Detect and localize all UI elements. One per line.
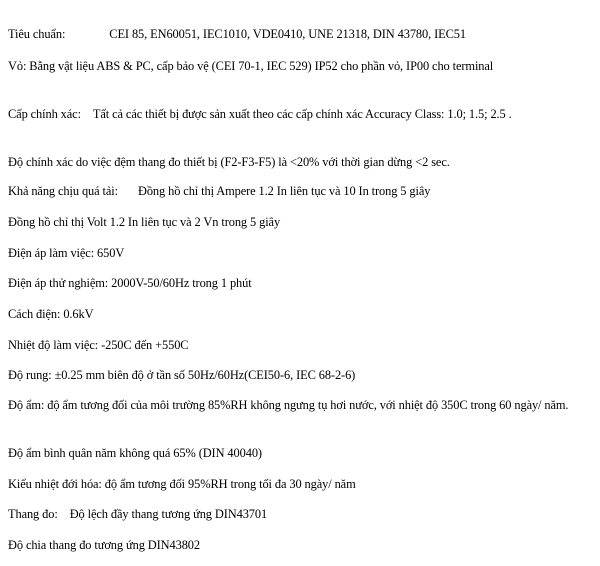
standard-row (8, 27, 466, 42)
scale-row (8, 507, 267, 522)
case-paragraph: Vỏ: Bằng vật liệu ABS & PC, cấp bảo vệ (CEI 70-1, IEC 529) IP52 cho phần vỏ, IP00 cho terminal (8, 59, 494, 73)
scale-label: Thang đo: (8, 507, 58, 521)
overload-ammeter: Đồng hồ chỉ thị Ampere 1.2 In liên tục và 10 In trong 5 giây (137, 184, 431, 198)
accuracy-value: Tất cả các thiết bị được sản xuất theo các cấp chính xác Accuracy Class: 1.0; 1.5; 2.5 . (92, 107, 512, 121)
accuracy-paragraph (8, 106, 588, 122)
tropical-row: Kiểu nhiệt đới hóa: độ ẩm tương đối 95%RH trong tối đa 30 ngày/ năm (8, 477, 356, 491)
avg-humidity-row: Độ ẩm bình quân năm không quá 65% (DIN 40040) (8, 446, 262, 460)
standard-value: CEI 85, EN60051, IEC1010, VDE0410, UNE 21318, DIN 43780, IEC51 (109, 27, 466, 41)
working-temp-row: Nhiệt độ làm việc: -250C đến +550C (8, 338, 189, 352)
test-voltage-row: Điện áp thử nghiệm: 2000V-50/60Hz trong 1 phút (8, 276, 252, 290)
working-voltage-row: Điện áp làm việc: 650V (8, 246, 125, 260)
overload-voltmeter-row: Đồng hồ chỉ thị Volt 1.2 In liên tục và 2 Vn trong 5 giây (8, 215, 281, 229)
accuracy-label: Cấp chính xác: (8, 107, 81, 121)
vibration-row: Độ rung: ±0.25 mm biên độ ở tần số 50Hz/60Hz(CEI50-6, IEC 68-2-6) (8, 368, 356, 382)
overload-label: Khả năng chịu quá tải: (8, 184, 118, 198)
humidity-paragraph: Độ ẩm: độ ẩm tương đối của môi trường 85%RH không ngưng tụ hơi nước, với nhiệt độ 350C trong 60 ngày/ năm. (8, 398, 569, 412)
overload-row (8, 184, 430, 199)
scale-accuracy-row: Độ chính xác do việc đệm thang đo thiết bị (F2-F3-F5) là <20% với thời gian dừng <2 sec. (8, 155, 450, 169)
scale-value: Độ lệch đầy thang tương ứng DIN43701 (69, 507, 268, 521)
division-row: Độ chia thang đo tương ứng DIN43802 (8, 538, 200, 552)
standard-label: Tiêu chuẩn: (8, 27, 66, 41)
insulation-row: Cách điện: 0.6kV (8, 307, 94, 321)
